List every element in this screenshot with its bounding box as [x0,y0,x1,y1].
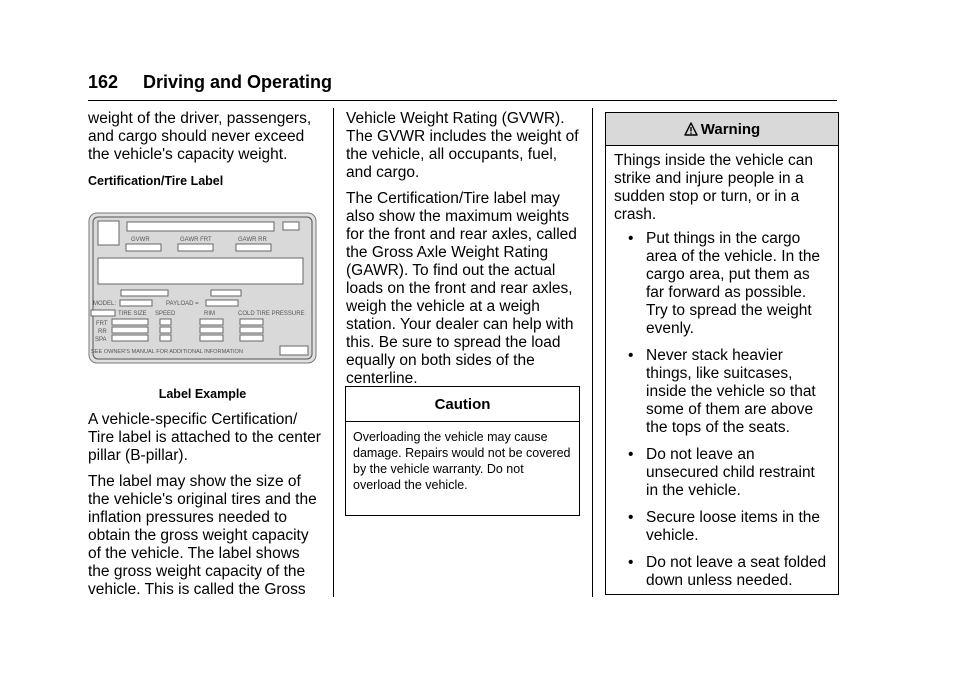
caution-box [345,386,580,516]
paragraph: weight of the driver, passengers, and cargo should never exceed the vehicle's capacity weight. [88,110,312,163]
list-item [614,230,830,338]
label-spa: SPA [95,337,107,343]
column-1-top [88,110,324,198]
list-item [614,554,830,590]
paragraph: The Certification/Tire label may also show the maximum weights for the front and rear axles, called the Gross Axle Weight Rating (GAWR). To find out the actual loads on the front and rear axles, weigh the vehicle at a weigh station. Your dealer can help with this. Be sure to spread the load equally on both sides of the centerline. [346,190,577,387]
warning-header [606,113,838,146]
label-gawr-frt: GAWR FRT [180,237,212,243]
page-header [88,70,837,101]
label-tire-size: TIRE SIZE [118,311,147,317]
column-divider [333,108,334,597]
column-divider [592,108,593,597]
list-item-text: Secure loose items in the vehicle. [646,509,821,544]
figure-caption: Label Example [158,387,247,401]
bullet-glyph: • [628,230,634,247]
label-gawr-rr: GAWR RR [238,237,267,243]
certification-tire-label-figure [88,212,317,364]
warning-box [605,112,839,595]
column-1-bottom [88,411,324,607]
caution-body: Overloading the vehicle may cause damage. Repairs would not be covered by the vehicle warranty. Do not overload the vehicle. [353,430,571,492]
list-item [614,347,830,437]
list-item-text: Do not leave an unsecured child restraint in the vehicle. [646,446,815,499]
page-number: 162 [88,72,119,92]
bullet-glyph: • [628,509,634,526]
paragraph: The label may show the size of the vehicle's original tires and the inflation pressures needed to obtain the gross weight capacity of the vehicle. The label shows the gross weight capacity of the vehicle. This is called the Gross [88,473,317,598]
paragraph: Vehicle Weight Rating (GVWR). The GVWR includes the weight of the vehicle, all occupants, fuel, and cargo. [346,110,579,181]
label-footer: SEE OWNER'S MANUAL FOR ADDITIONAL INFORMATION [91,349,243,355]
bullet-glyph: • [628,554,634,571]
warning-intro: Things inside the vehicle can strike and injure people in a sudden stop or turn, or in a crash. [614,152,814,223]
paragraph: A vehicle-specific Certification/ Tire label is attached to the center pillar (B-pillar). [88,411,321,464]
list-item-text: Never stack heavier things, like suitcases, inside the vehicle so that some of them are above the tops of the seats. [646,347,816,436]
label-rr: RR [98,329,107,335]
warning-triangle-icon [684,122,698,136]
bullet-glyph: • [628,446,634,463]
subheading: Certification/Tire Label [88,174,224,188]
warning-body [606,146,838,605]
list-item [614,446,830,500]
list-item-text: Put things in the cargo area of the vehicle. In the cargo area, put them as far forward as possible. Try to spread the weight evenly. [646,230,821,337]
label-payload: PAYLOAD = [166,301,199,307]
label-gvwr: GVWR [131,237,150,243]
bullet-glyph: • [628,347,634,364]
section-title: Driving and Operating [143,72,333,92]
label-frt: FRT [96,321,108,327]
label-rim: RIM [204,311,215,317]
warning-title: Warning [700,121,761,138]
label-speed: SPEED [155,311,176,317]
label-model: MODEL: [93,301,117,307]
label-cold-tire-pressure: COLD TIRE PRESSURE [238,311,305,317]
warning-list [614,230,830,590]
caution-title: Caution [346,387,579,422]
list-item [614,509,830,545]
column-2 [346,110,582,396]
list-item-text: Do not leave a seat folded down unless needed. [646,554,827,589]
